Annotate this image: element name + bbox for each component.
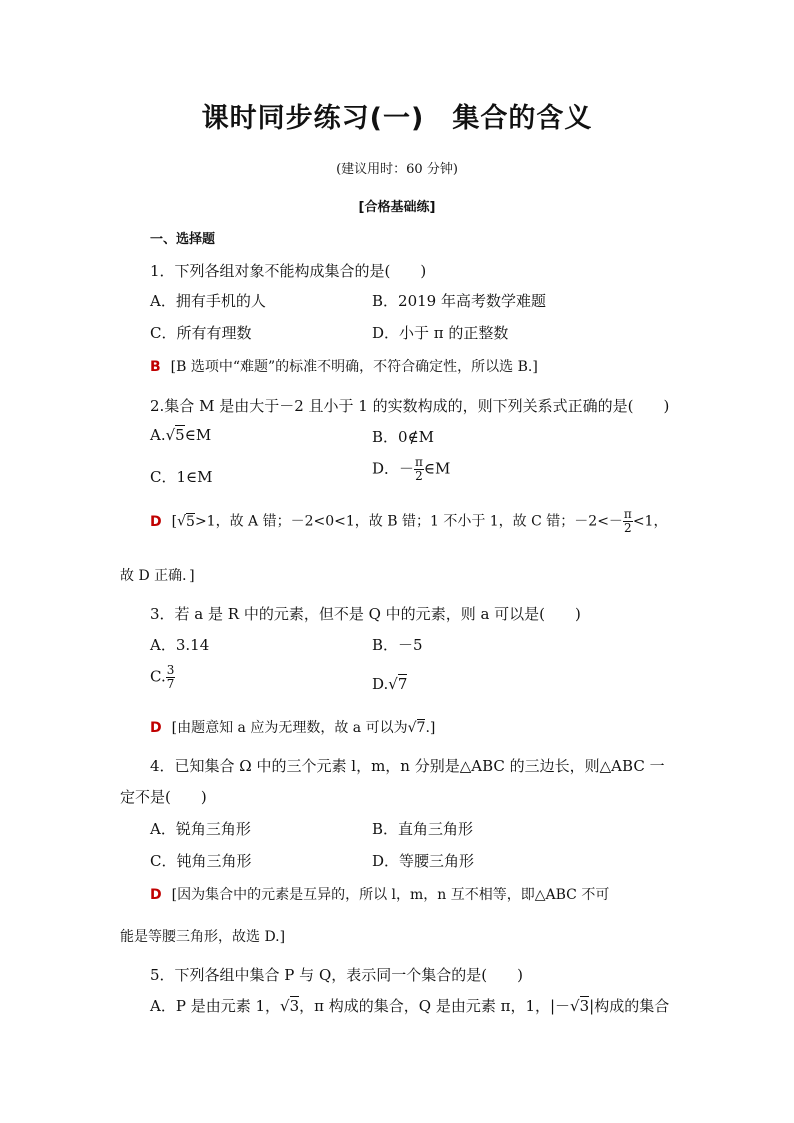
q5-a-part: |构成的集合 xyxy=(589,997,670,1015)
fraction-denominator: 2 xyxy=(415,469,423,483)
fraction-denominator: 2 xyxy=(624,521,632,535)
q3-option-a: A．3.14 xyxy=(150,636,210,654)
q3-answer: D xyxy=(150,720,162,736)
q4-solution-cont: 能是等腰三角形，故选 D.] xyxy=(120,929,286,945)
q2-option-a: A.√5∈M xyxy=(150,426,212,444)
section-heading: 一、选择题 xyxy=(150,232,216,247)
q4-option-c: C．钝角三角形 xyxy=(150,852,252,870)
q2-option-c: C．1∈M xyxy=(150,468,213,486)
q2-stem: 2.集合 M 是由大于－2 且小于 1 的实数构成的，则下列关系式正确的是( ) xyxy=(150,397,670,415)
q2-explain-part: <1， xyxy=(632,513,668,530)
q3-c-fraction xyxy=(166,664,176,691)
q3-explain-radicand: 7 xyxy=(416,720,426,736)
q3-c-prefix: C. xyxy=(150,667,166,686)
q3-option-c xyxy=(150,664,175,691)
fraction-numerator: π xyxy=(623,507,632,521)
q4-stem: 4．已知集合 Ω 中的三个元素 l，m，n 分别是△ABC 的三边长，则△ABC 一 xyxy=(150,757,665,775)
fraction-numerator: π xyxy=(415,455,423,469)
q2-a-radicand: 5 xyxy=(175,426,185,444)
q1-option-a: A．拥有手机的人 xyxy=(150,292,266,310)
q2-explain-part: [ xyxy=(171,513,178,530)
q2-a-suffix: ∈M xyxy=(184,426,212,444)
q3-stem: 3．若 a 是 R 中的元素，但不是 Q 中的元素，则 a 可以是( ) xyxy=(150,605,581,623)
q3-option-d: D.√7 xyxy=(372,675,408,693)
q4-option-a: A．锐角三角形 xyxy=(150,820,251,838)
q5-option-a: A．P 是由元素 1，√3，π 构成的集合，Q 是由元素 π，1，|－√3|构成的集合 xyxy=(150,997,670,1015)
q1-option-c: C．所有有理数 xyxy=(150,324,252,342)
q2-answer: D xyxy=(150,513,162,530)
q3-explain-part: .] xyxy=(425,720,436,736)
page-title: 课时同步练习(一) 集合的含义 xyxy=(201,103,593,134)
q5-stem: 5．下列各组中集合 P 与 Q，表示同一个集合的是( ) xyxy=(150,966,523,984)
q1-solution xyxy=(150,356,538,376)
q2-option-d xyxy=(372,456,450,483)
q3-explain-part: [由题意知 a 应为无理数，故 a 可以为 xyxy=(171,720,408,736)
q4-explanation: [因为集合中的元素是互异的，所以 l，m，n 互不相等，即△ABC 不可 xyxy=(171,887,610,903)
q2-a-prefix: A. xyxy=(150,426,166,444)
q3-option-b: B．－5 xyxy=(372,636,423,654)
q2-explain-part: >1，故 A 错；－2<0<1，故 B 错；1 不小于 1，故 C 错；－2<－ xyxy=(194,513,623,530)
time-hint: (建议用时：60 分钟) xyxy=(336,162,458,177)
q2-option-b: B．0∉M xyxy=(372,428,435,446)
q4-option-d: D．等腰三角形 xyxy=(372,852,475,870)
q2-explain-radicand: 5 xyxy=(186,513,195,530)
q2-explain-fraction xyxy=(623,508,633,535)
section-label: [合格基础练] xyxy=(358,200,436,215)
q2-d-prefix: D．－ xyxy=(372,459,415,478)
q4-stem-cont: 定不是( ) xyxy=(120,788,207,806)
q4-solution xyxy=(150,884,609,904)
q5-a-part: ，π 构成的集合，Q 是由元素 π，1，|－ xyxy=(299,997,571,1015)
q1-option-d: D．小于 π 的正整数 xyxy=(372,324,509,342)
q5-a-radicand: 3 xyxy=(579,997,590,1015)
q1-option-b: B．2019 年高考数学难题 xyxy=(372,292,546,310)
q2-d-fraction xyxy=(414,456,424,483)
q5-a-part: A．P 是由元素 1， xyxy=(150,997,281,1015)
q3-d-prefix: D. xyxy=(372,675,389,693)
q1-answer: B xyxy=(150,359,161,375)
fraction-numerator: 3 xyxy=(166,663,175,677)
q2-d-suffix: ∈M xyxy=(423,459,451,478)
q3-solution: D [由题意知 a 应为无理数，故 a 可以为√7.] xyxy=(150,720,436,736)
q2-solution-cont: 故 D 正确．] xyxy=(120,568,195,584)
q3-d-radicand: 7 xyxy=(397,675,408,693)
fraction-denominator: 7 xyxy=(166,677,175,691)
q4-answer: D xyxy=(150,887,162,903)
q4-option-b: B．直角三角形 xyxy=(372,820,474,838)
q2-solution: D [√5>1，故 A 错；－2<0<1，故 B 错；1 不小于 1，故 C 错；－2<－ $\frac{\pi}{2}$ <1， xyxy=(150,507,668,535)
q1-explanation: [B 选项中“难题”的标准不明确，不符合确定性，所以选 B.] xyxy=(170,359,538,375)
q5-a-radicand: 3 xyxy=(289,997,300,1015)
q1-stem: 1．下列各组对象不能构成集合的是( ) xyxy=(150,262,427,280)
